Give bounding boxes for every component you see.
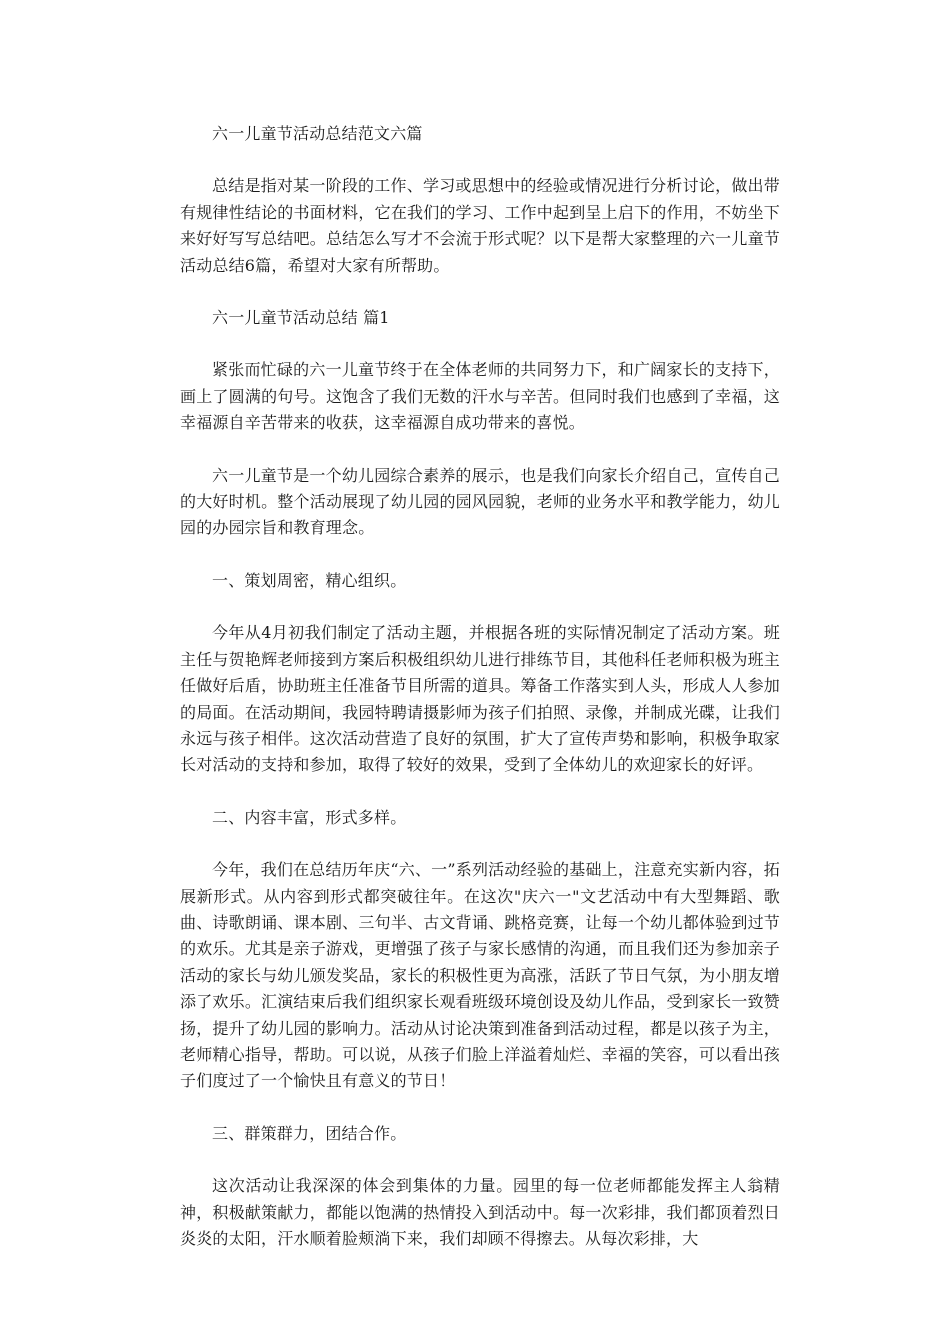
subheading-3: 三、群策群力，团结合作。 [212, 1123, 407, 1143]
paragraph-4: 今年，我们在总结历年庆“六、一”系列活动经验的基础上，注意充实新内容，拓展新形式。从内容到形式都突破往年。在这次"庆六一"文艺活动中有大型舞蹈、歌曲、诗歌朗诵、课本剧、三句半、古文背诵、跳格竞赛，让每一个幼儿都体验到过节的欢乐。尤其是亲子游戏，更增强了孩子与家长感情的沟通，而且我们还为参加亲子活动的家长与幼儿颁发奖品，家长的积极性更为高涨，活跃了节日气氛，为小朋友增添了欢乐。汇演结束后我们组织家长观看班级环境创设及幼儿作品，受到家长一致赞扬，提升了幼儿园的影响力。活动从讨论决策到准备到活动过程，都是以孩子为主，老师精心指导，帮助。可以说，从孩子们脸上洋溢着灿烂、幸福的笑容，可以看出孩子们度过了一个愉快且有意义的节日！ [180, 860, 780, 1091]
subheading-2: 二、内容丰富，形式多样。 [212, 807, 407, 827]
intro-paragraph: 总结是指对某一阶段的工作、学习或思想中的经验或情况进行分析讨论，做出带有规律性结论的书面材料，它在我们的学习、工作中起到呈上启下的作用，不妨坐下来好好写写总结吧。总结怎么写才不会流于形式呢？以下是帮大家整理的六一儿童节活动总结6篇，希望对大家有所帮助。 [180, 176, 780, 275]
paragraph-2: 六一儿童节是一个幼儿园综合素养的展示，也是我们向家长介绍自己，宣传自己的大好时机。整个活动展现了幼儿园的园风园貌，老师的业务水平和教学能力，幼儿园的办园宗旨和教育理念。 [180, 465, 780, 538]
paragraph-5: 这次活动让我深深的体会到集体的力量。园里的每一位老师都能发挥主人翁精神，积极献策献力，都能以饱满的热情投入到活动中。每一次彩排，我们都顶着烈日炎炎的太阳，汗水顺着脸颊淌下来，我们却顾不得擦去。从每次彩排，大 [180, 1176, 780, 1248]
document-title: 六一儿童节活动总结范文六篇 [212, 124, 423, 143]
document-body [180, 121, 780, 1278]
subheading-1: 一、策划周密，精心组织。 [212, 570, 407, 590]
paragraph-1: 紧张而忙碌的六一儿童节终于在全体老师的共同努力下，和广阔家长的支持下，画上了圆满的句号。这饱含了我们无数的汗水与辛苦。但同时我们也感到了幸福，这幸福源自辛苦带来的收获，这幸福源自成功带来的喜悦。 [180, 360, 780, 433]
section-title: 六一儿童节活动总结 篇1 [212, 308, 390, 328]
paragraph-3: 今年从4月初我们制定了活动主题，并根据各班的实际情况制定了活动方案。班主任与贺艳辉老师接到方案后积极组织幼儿进行排练节目，其他科任老师积极为班主任做好后盾，协助班主任准备节目所需的道具。筹备工作落实到人头，形成人人参加的局面。在活动期间，我园特聘请摄影师为孩子们拍照、录像，并制成光碟，让我们永远与孩子相伴。这次活动营造了良好的氛围，扩大了宣传声势和影响，积极争取家长对活动的支持和参加，取得了较好的效果，受到了全体幼儿的欢迎家长的好评。 [180, 623, 780, 775]
